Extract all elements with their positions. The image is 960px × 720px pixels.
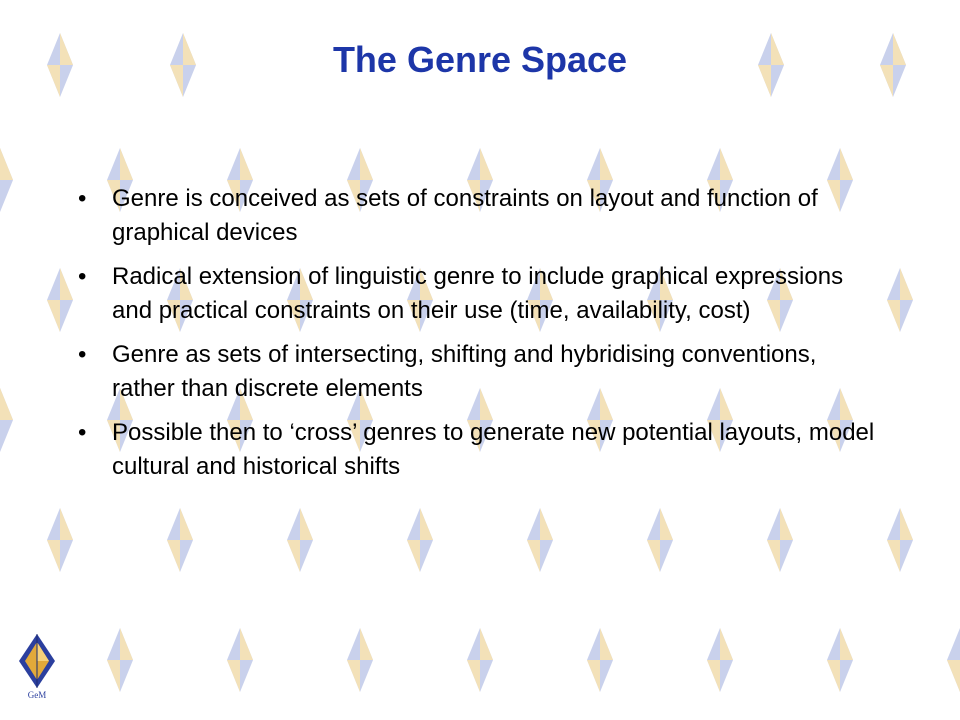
bullet-item bbox=[78, 338, 878, 406]
bullet-dot: • bbox=[78, 341, 87, 368]
gem-logo bbox=[14, 632, 60, 700]
bullet-item bbox=[78, 260, 878, 328]
bullet-dot: • bbox=[78, 263, 87, 290]
bullet-text: Genre is conceived as sets of constraints on layout and function of graphical devices bbox=[112, 185, 818, 246]
bullet-text: Genre as sets of intersecting, shifting and hybridising conventions, rather than discrete elements bbox=[112, 341, 817, 402]
bullet-dot: • bbox=[78, 419, 87, 446]
slide-title: The Genre Space bbox=[332, 39, 628, 80]
logo-text: GeM bbox=[27, 690, 47, 700]
bullet-text: Radical extension of linguistic genre to include graphical expressions and practical constraints on their use (time, availability, cost) bbox=[112, 263, 844, 324]
bullet-list bbox=[78, 182, 878, 494]
bullet-dot: • bbox=[78, 185, 87, 212]
bullet-item bbox=[78, 416, 878, 484]
bullet-item bbox=[78, 182, 878, 250]
bullet-text: Possible then to ‘cross’ genres to generate new potential layouts, model cultural and historical shifts bbox=[112, 419, 875, 480]
